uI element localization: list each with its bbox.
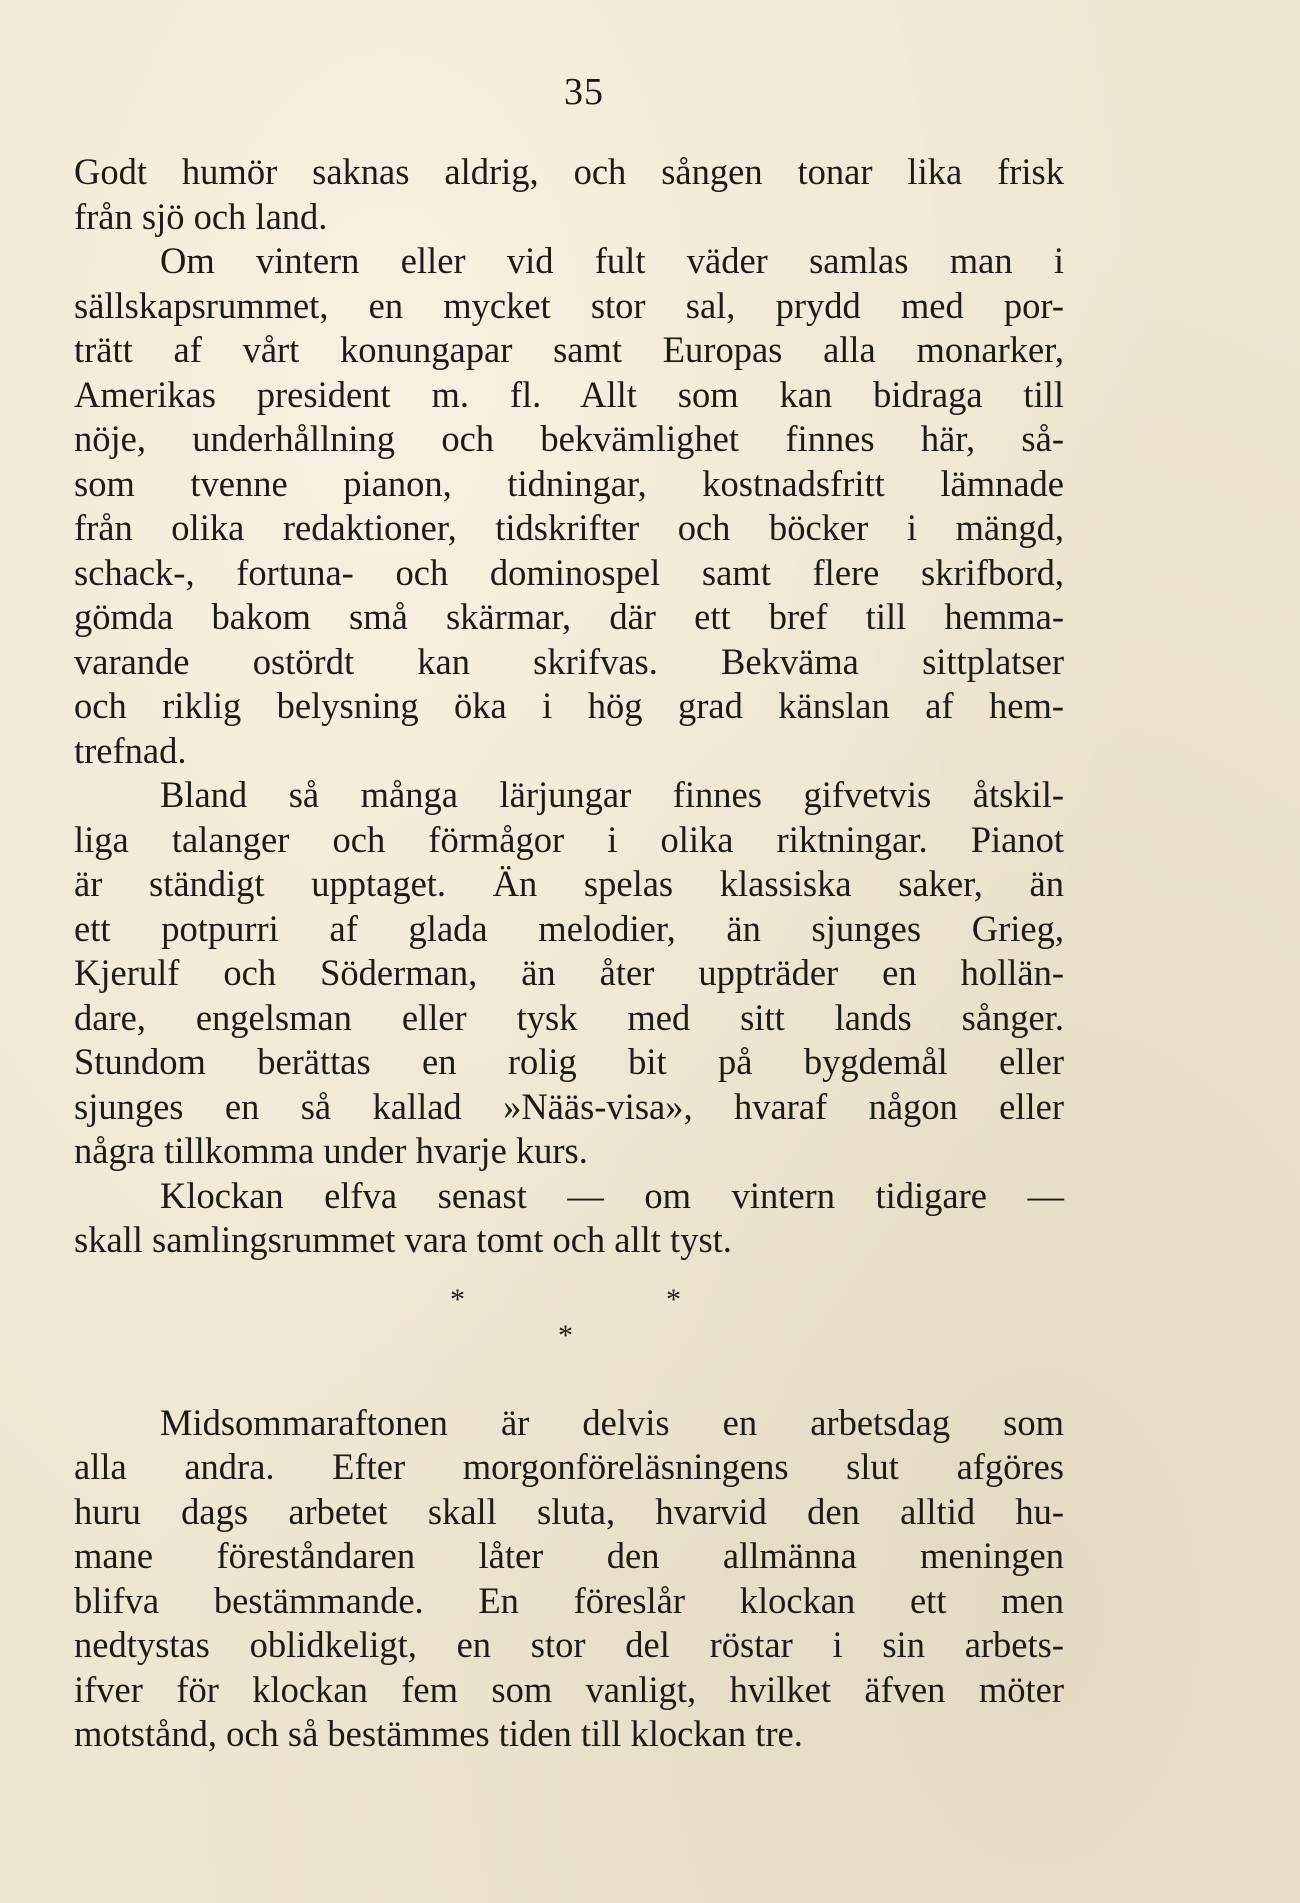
text-line: några tillkomma under hvarje kurs. xyxy=(74,1130,588,1171)
text-line: från olika redaktioner, tidskrifter och böcker i mängd, xyxy=(74,507,1064,548)
text-line: motstånd, och så bestämmes tiden till klockan tre. xyxy=(74,1713,803,1754)
text-line: mane föreståndaren låter den allmänna meningen xyxy=(74,1535,1064,1576)
text-line: nedtystas oblidkeligt, en stor del röstar i sin arbets- xyxy=(74,1624,1064,1665)
text-line: ett potpurri af glada melodier, än sjunges Grieg, xyxy=(74,907,1064,949)
asterisk-ornament: * xyxy=(450,1282,465,1316)
text-line: gömda bakom små skärmar, där ett bref till hemma- xyxy=(74,596,1064,637)
text-block-after-break xyxy=(74,1401,1064,1757)
text-line: Amerikas president m. fl. Allt som kan bidraga till xyxy=(74,373,1064,415)
page-number: 35 xyxy=(564,71,604,113)
text-line: sällskapsrummet, en mycket stor sal, prydd med por- xyxy=(74,284,1064,326)
section-break xyxy=(74,1263,1064,1401)
text-line: från sjö och land. xyxy=(74,195,328,237)
text-line: alla andra. Efter morgonföreläsningens slut afgöres xyxy=(74,1446,1064,1487)
text-line: sjunges en så kallad »Nääs-visa», hvaraf någon eller xyxy=(74,1085,1064,1127)
text-line: ifver för klockan fem som vanligt, hvilket äfven möter xyxy=(74,1668,1064,1710)
asterisk-ornament: * xyxy=(666,1282,681,1316)
text-line: är ständigt upptaget. Än spelas klassiska saker, än xyxy=(74,863,1064,904)
text-line: dare, engelsman eller tysk med sitt lands sånger. xyxy=(74,996,1064,1038)
text-line: nöje, underhållning och bekvämlighet finnes här, så- xyxy=(74,418,1064,459)
text-line: huru dags arbetet skall sluta, hvarvid den alltid hu- xyxy=(74,1490,1064,1532)
paragraph xyxy=(74,150,1064,239)
paragraph xyxy=(74,773,1064,1174)
text-line: Om vintern eller vid fult väder samlas man i xyxy=(160,240,1064,281)
paragraph xyxy=(74,1174,1064,1263)
text-line: trefnad. xyxy=(74,729,187,771)
text-line: Klockan elfva senast — om vintern tidigare — xyxy=(160,1174,1064,1216)
text-line: schack-, fortuna- och dominospel samt flere skrifbord, xyxy=(74,551,1064,593)
text-line: Godt humör saknas aldrig, och sången tonar lika frisk xyxy=(74,151,1064,192)
text-block-before-break xyxy=(74,150,1064,1263)
text-line: trätt af vårt konungapar samt Europas alla monarker, xyxy=(74,329,1064,370)
text-line: Stundom berättas en rolig bit på bygdemål eller xyxy=(74,1041,1064,1082)
text-line: varande ostördt kan skrifvas. Bekväma sittplatser xyxy=(74,640,1064,682)
text-line: blifva bestämmande. En föreslår klockan ett men xyxy=(74,1579,1064,1621)
text-line: liga talanger och förmågor i olika riktningar. Pianot xyxy=(74,818,1064,860)
text-line: och riklig belysning öka i hög grad känslan af hem- xyxy=(74,685,1064,726)
text-line: Kjerulf och Söderman, än åter uppträder en hollän- xyxy=(74,952,1064,993)
asterisk-ornament: * xyxy=(558,1318,573,1352)
body-text xyxy=(74,150,1064,1757)
text-line: Midsommaraftonen är delvis en arbetsdag som xyxy=(160,1401,1064,1443)
paragraph xyxy=(74,239,1064,773)
paragraph xyxy=(74,1401,1064,1757)
text-line: skall samlingsrummet vara tomt och allt tyst. xyxy=(74,1219,732,1260)
text-line: som tvenne pianon, tidningar, kostnadsfritt lämnade xyxy=(74,462,1064,504)
text-line: Bland så många lärjungar finnes gifvetvis åtskil- xyxy=(160,774,1064,815)
